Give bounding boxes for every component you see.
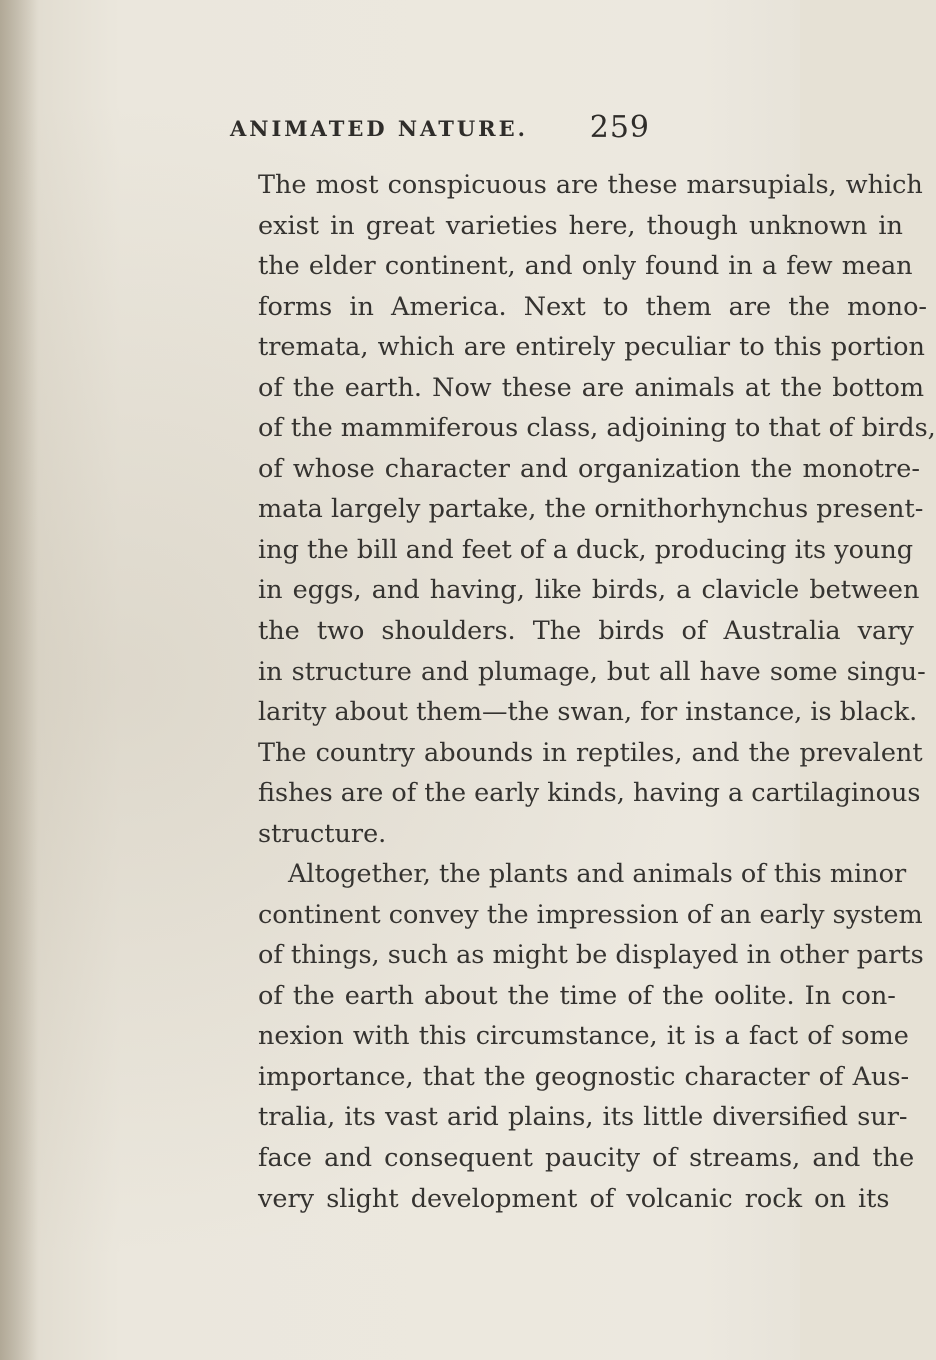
text-line: The most conspicuous are these marsupials, which xyxy=(258,170,923,200)
text-line: fishes are of the early kinds, having a cartilaginous xyxy=(258,778,921,809)
text-line: tralia, its vast arid plains, its little diversified sur- xyxy=(258,1102,908,1133)
text-line: tremata, which are entirely peculiar to this portion xyxy=(258,332,925,363)
text-line: very slight development of volcanic rock on its xyxy=(258,1183,890,1214)
gutter-shadow xyxy=(0,0,38,1360)
text-line: importance, that the geognostic character of Aus- xyxy=(258,1061,910,1092)
text-line: in structure and plumage, but all have some singu- xyxy=(258,656,926,687)
text-line: larity about them—the swan, for instance, is black. xyxy=(258,697,918,727)
text-line: exist in great varieties here, though unknown in xyxy=(258,210,903,241)
page-number: 259 xyxy=(589,110,650,145)
text-line: in eggs, and having, like birds, a clavicle between xyxy=(258,575,920,606)
page-header xyxy=(230,110,650,150)
text-line: the elder continent, and only found in a few mean xyxy=(258,251,913,282)
text-line: of the earth. Now these are animals at the bottom xyxy=(258,372,924,403)
text-line: Altogether, the plants and animals of this minor xyxy=(288,859,907,890)
text-line: nexion with this circumstance, it is a fact of some xyxy=(258,1021,909,1052)
text-line: forms in America. Next to them are the mono- xyxy=(258,291,928,322)
text-line: ing the bill and feet of a duck, producing its young xyxy=(258,534,914,565)
running-head: ANIMATED NATURE. xyxy=(230,116,528,141)
text-line: structure. xyxy=(258,818,387,849)
text-line: of whose character and organization the monotre- xyxy=(258,453,920,484)
text-line: continent convey the impression of an early system xyxy=(258,899,923,930)
text-line: mata largely partake, the ornithorhynchus present- xyxy=(258,494,924,525)
text-line: of things, such as might be displayed in other parts xyxy=(258,940,924,971)
text-line: face and consequent paucity of streams, and the xyxy=(258,1142,915,1173)
text-line: of the earth about the time of the oolite. In con- xyxy=(258,980,896,1011)
text-line: of the mammiferous class, adjoining to that of birds, xyxy=(258,413,936,444)
text-line: The country abounds in reptiles, and the prevalent xyxy=(258,737,923,768)
text-line: the two shoulders. The birds of Australia vary xyxy=(258,615,914,646)
